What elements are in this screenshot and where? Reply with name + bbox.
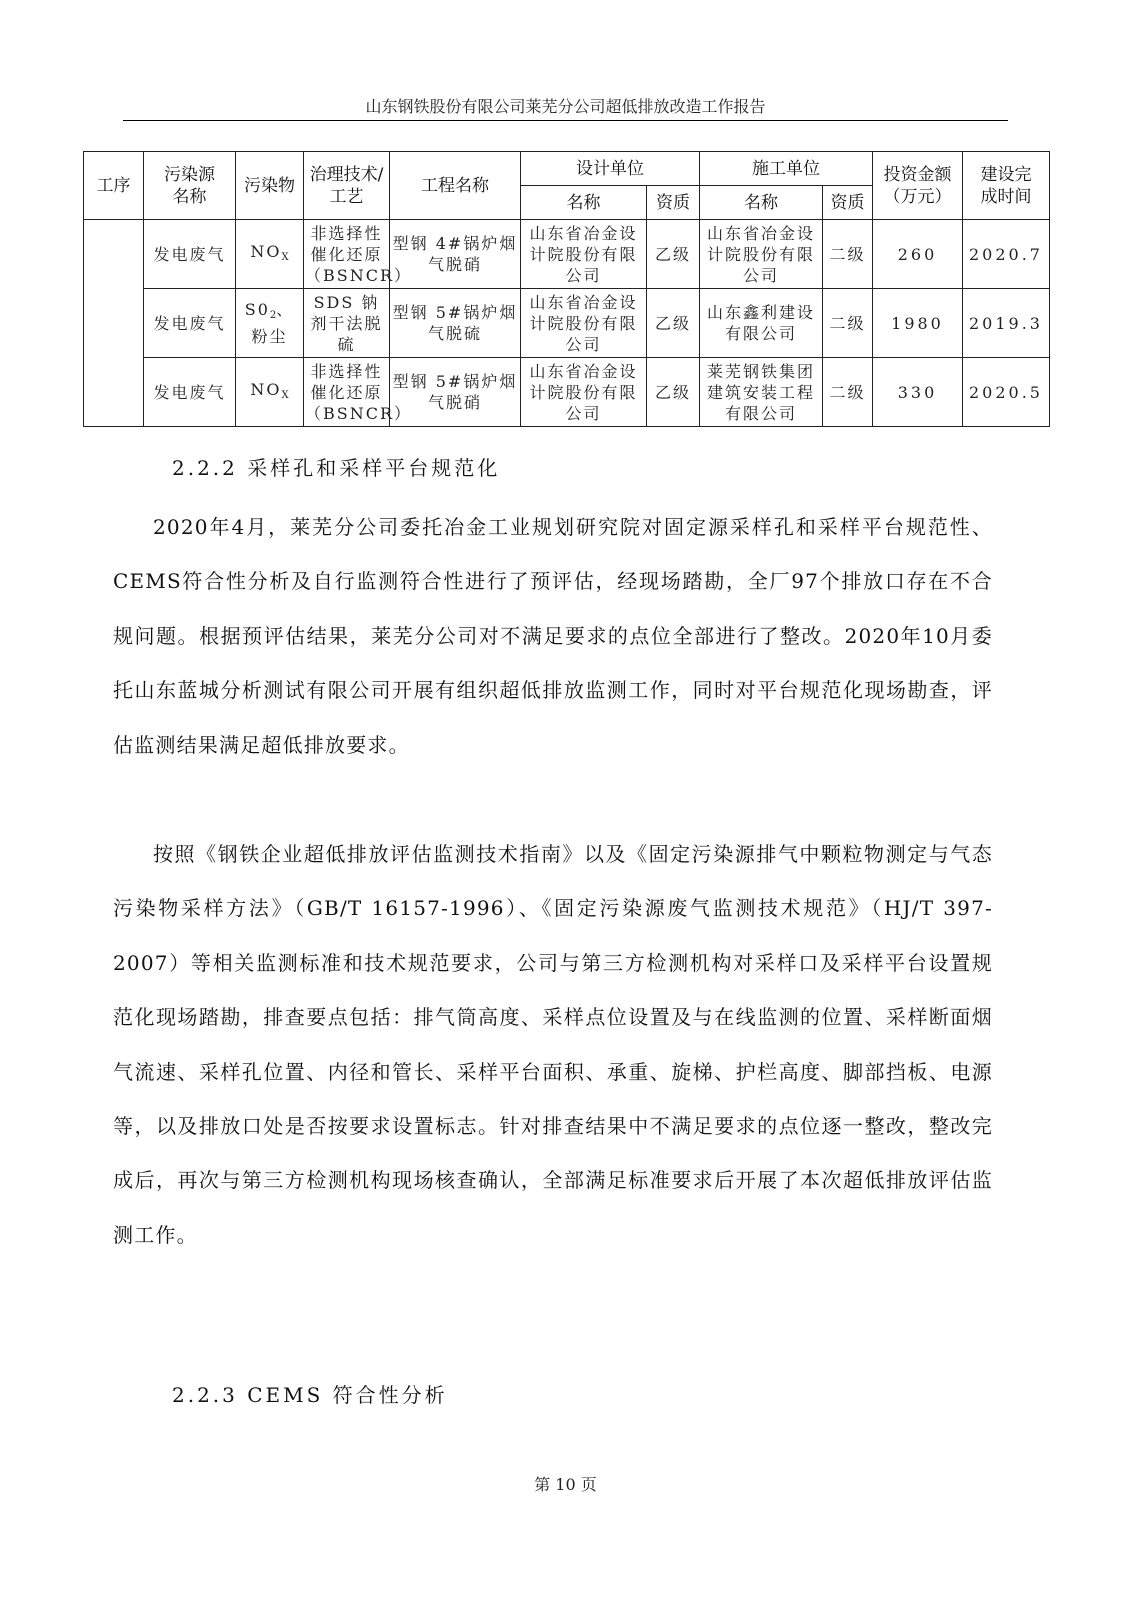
cell-construction-name: 山东鑫利建设有限公司 [700, 289, 823, 358]
cell-completion: 2019.3 [963, 289, 1050, 358]
table-row [84, 358, 1050, 427]
pollutant-subscript: 2 [269, 310, 277, 321]
cell-project-name: 型钢 4#锅炉烟气脱硝 [390, 220, 521, 289]
cell-investment: 260 [873, 220, 963, 289]
project-table [83, 151, 1050, 427]
page-number: 第 10 页 [534, 1475, 597, 1494]
pollutant-formula: NO [250, 241, 282, 261]
cell-construction-qual: 二级 [823, 289, 873, 358]
cell-construction-qual: 二级 [823, 220, 873, 289]
cell-design-qual: 乙级 [647, 358, 700, 427]
cell-pollutant [236, 289, 304, 358]
col-header-source-name [144, 152, 236, 220]
cell-construction-name: 莱芜钢铁集团建筑安装工程有限公司 [700, 358, 823, 427]
col-header-project-name: 工程名称 [390, 152, 521, 220]
running-header: 山东钢铁股份有限公司莱芜分公司超低排放改造工作报告 [365, 97, 766, 116]
col-header-construction-qual: 资质 [823, 186, 873, 220]
cell-design-qual: 乙级 [647, 289, 700, 358]
cell-construction-qual: 二级 [823, 358, 873, 427]
pollutant-subscript: X [281, 389, 289, 401]
col-header-design-name: 名称 [521, 186, 647, 220]
table-header-row [84, 152, 1050, 186]
col-header-completion [963, 152, 1050, 220]
cell-design-name: 山东省冶金设计院股份有限公司 [521, 289, 647, 358]
cell-technique: 非选择性催化还原（BSNCR） [304, 220, 390, 289]
cell-investment: 330 [873, 358, 963, 427]
cell-source-name: 发电废气 [144, 220, 236, 289]
cell-completion: 2020.7 [963, 220, 1050, 289]
col-header-process: 工序 [84, 152, 144, 220]
table-row [84, 220, 1050, 289]
cell-source-name: 发电废气 [144, 358, 236, 427]
header-rule [123, 120, 1008, 121]
cell-technique: 非选择性催化还原（BSNCR） [304, 358, 390, 427]
cell-pollutant [236, 220, 304, 289]
col-header-technique: 治理技术/工艺 [304, 152, 390, 220]
cell-technique: SDS 钠剂干法脱硫 [304, 289, 390, 358]
cell-completion: 2020.5 [963, 358, 1050, 427]
cell-investment: 1980 [873, 289, 963, 358]
col-header-design-qual: 资质 [647, 186, 700, 220]
paragraph-2: 按照《钢铁企业超低排放评估监测技术指南》以及《固定污染源排气中颗粒物测定与气态污染物采样方法》（GB/T 16157-1996）、《固定污染源废气监测技术规范》（HJ/T 397-2007）等相关监测标准和技术规范要求，公司与第三方检测机构对采样口及采样平台设置规范化现场踏勘，排查要点包括：排气筒高度、采样点位设置及与在线监测的位置、采样断面烟气流速、采样孔位置、内径和管长、采样平台面积、承重、旋梯、护栏高度、脚部挡板、电源等，以及排放口处是否按要求设置标志。针对排查结果中不满足要求的点位逐一整改，整改完成后，再次与第三方检测机构现场核查确认，全部满足标准要求后开展了本次超低排放评估监测工作。 [113, 842, 993, 1247]
col-header-construction-name: 名称 [700, 186, 823, 220]
col-header-source-name-text: 污染源名称 [164, 164, 215, 207]
cell-construction-name: 山东省冶金设计院股份有限公司 [700, 220, 823, 289]
table-row [84, 289, 1050, 358]
pollutant-formula: NO [250, 379, 282, 399]
section-heading-2-2-2: 2.2.2 采样孔和采样平台规范化 [172, 456, 501, 480]
pollutant-subscript: X [281, 251, 289, 263]
cell-pollutant [236, 358, 304, 427]
col-header-completion-text: 建设完成时间 [980, 164, 1032, 207]
col-header-pollutant: 污染物 [236, 152, 304, 220]
cell-source-name: 发电废气 [144, 289, 236, 358]
section-heading-2-2-3: 2.2.3 CEMS 符合性分析 [172, 1383, 448, 1407]
cell-project-name: 型钢 5#锅炉烟气脱硫 [390, 289, 521, 358]
paragraph-1: 2020年4月，莱芜分公司委托冶金工业规划研究院对固定源采样孔和采样平台规范性、CEMS符合性分析及自行监测符合性进行了预评估，经现场踏勘，全厂97个排放口存在不合规问题。根据预评估结果，莱芜分公司对不满足要求的点位全部进行了整改。2020年10月委托山东蓝城分析测试有限公司开展有组织超低排放监测工作，同时对平台规范化现场勘查，评估监测结果满足超低排放要求。 [113, 515, 993, 757]
col-header-investment-text: 投资金额（万元） [883, 164, 952, 207]
cell-design-name: 山东省冶金设计院股份有限公司 [521, 220, 647, 289]
col-header-construction-unit: 施工单位 [700, 152, 873, 186]
cell-design-qual: 乙级 [647, 220, 700, 289]
cell-process [84, 220, 144, 427]
pollutant-extra: 、粉尘 [251, 300, 295, 346]
col-header-design-unit: 设计单位 [521, 152, 700, 186]
cell-project-name: 型钢 5#锅炉烟气脱硝 [390, 358, 521, 427]
col-header-investment [873, 152, 963, 220]
pollutant-formula: S0 [244, 300, 270, 319]
cell-design-name: 山东省冶金设计院股份有限公司 [521, 358, 647, 427]
